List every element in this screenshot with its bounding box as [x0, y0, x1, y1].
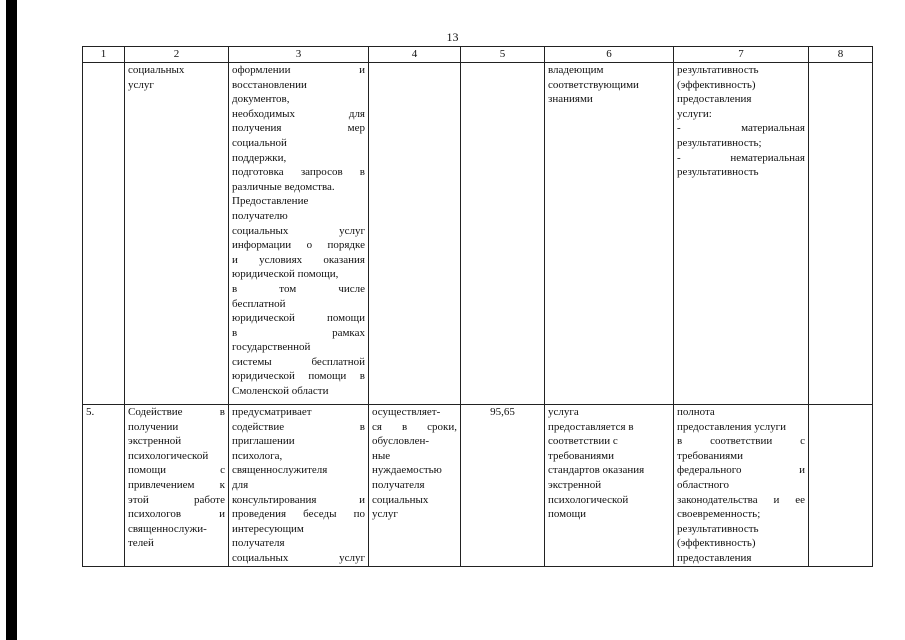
col-number-3: 3 — [229, 47, 369, 63]
table-row — [83, 63, 873, 405]
row-b-conditions-cell: услуга предоставляется в соответствии с требованиями стандартов оказания экстренной психологической помощи — [545, 405, 674, 567]
col-number-8: 8 — [809, 47, 873, 63]
row-a-conditions-cell: владеющим соответствующими знаниями — [545, 63, 674, 405]
col-number-2: 2 — [125, 47, 229, 63]
col-number-4: 4 — [369, 47, 461, 63]
row-a-note-cell — [809, 63, 873, 405]
row-a-tariff-cell — [461, 63, 545, 405]
row-a-quality-cell: результативность (эффективность) предоставления услуги: - материальная результативность; - нематериальная результативность — [674, 63, 809, 405]
row-b-term-cell: осуществляет- ся в сроки, обусловлен- ные нуждаемостью получателя социальных услуг — [369, 405, 461, 567]
scan-margin-bar — [6, 0, 17, 640]
row-a-number-cell — [83, 63, 125, 405]
col-number-7: 7 — [674, 47, 809, 63]
col-number-1: 1 — [83, 47, 125, 63]
col-number-6: 6 — [545, 47, 674, 63]
column-number-row — [83, 47, 873, 63]
row-b-note-cell — [809, 405, 873, 567]
col-number-5: 5 — [461, 47, 545, 63]
row-b-number-cell: 5. — [83, 405, 125, 567]
row-b-quality-cell: полнота предоставления услуги в соответствии с требованиями федерального и областного законодательства и ее своевременность; результативность (эффективность) предоставления — [674, 405, 809, 567]
services-table — [82, 46, 873, 567]
row-b-description-cell: предусматривает содействие в приглашении психолога, священнослужителя для консультирования и проведения беседы по интересующим получателя социальных услуг — [229, 405, 369, 567]
table-row — [83, 405, 873, 567]
page-number: 13 — [446, 30, 459, 44]
row-b-tariff-cell: 95,65 — [461, 405, 545, 567]
row-a-service-name-cell: социальных услуг — [125, 63, 229, 405]
row-b-service-name-cell: Содействие в получении экстренной психологической помощи с привлечением к этой работе психологов и священнослужи- телей — [125, 405, 229, 567]
row-a-term-cell — [369, 63, 461, 405]
row-a-description-cell: оформлении и восстановлении документов, необходимых для получения мер социальной поддержки, подготовка запросов в различные ведомства. Предоставление получателю социальных услуг информации о порядке и условиях оказания юридической помощи, в том числе бесплатной юридической помощи в рамках государственной системы бесплатной юридической помощи в Смоленской области — [229, 63, 369, 405]
